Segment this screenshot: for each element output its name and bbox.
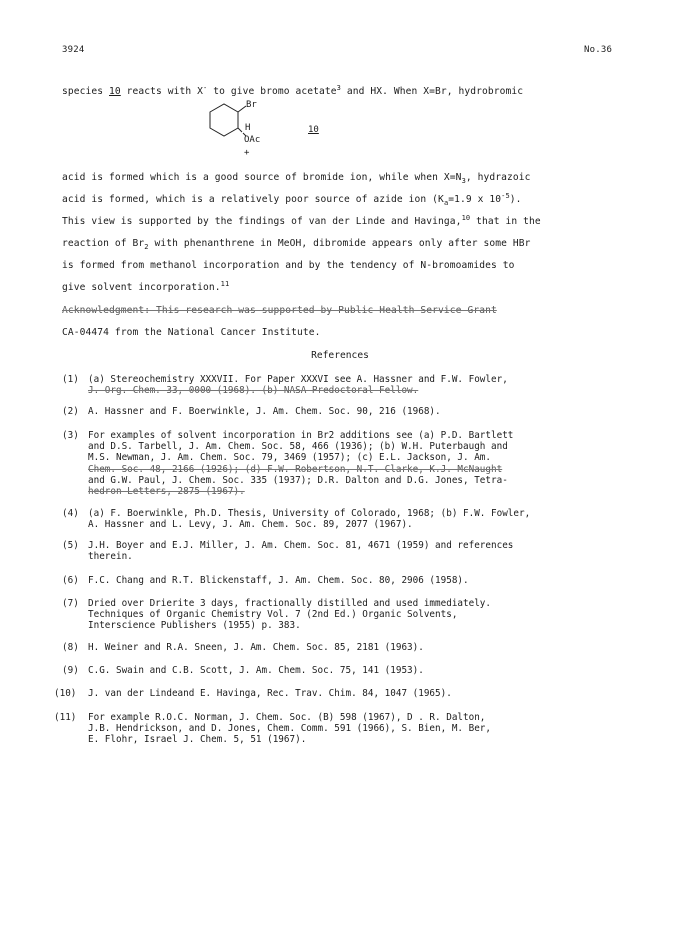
structure-number: 10 [308, 125, 319, 135]
paragraph-line: is formed from methanol incorporation and by the tendency of N-bromoamides to [62, 260, 515, 271]
cyclohexane-ring-drawing [196, 100, 326, 162]
paragraph-line: acid is formed, which is a relatively poor source of azide ion ($K_a=1.9$ x $10^{-5}$). [62, 191, 522, 207]
page-number: 3924 [62, 45, 85, 55]
paragraph-line: give solvent incorporation.$^{11}$ [62, 279, 230, 293]
bromine-label: Br [246, 100, 257, 110]
intro-line: species 10 reacts with X- to give bromo acetate$^3$ and HX. When X=Br, hydrobromic [62, 83, 524, 97]
oac-label: OAc [244, 135, 261, 145]
hydrogen-label: H [245, 123, 251, 133]
charge-label: + [244, 148, 250, 158]
issue-number: No.36 [584, 45, 613, 55]
compound-ref-10: 10 [109, 86, 121, 97]
acknowledgment-line: CA-04474 from the National Cancer Institute. [62, 327, 321, 338]
paragraph-line: reaction of $Br_2$ with phenanthrene in MeOH, dibromide appears only after some HBr [62, 238, 531, 251]
references-heading: References [311, 350, 369, 361]
paragraph-line: This view is supported by the findings of van der Linde and Havinga,$^{10}$ that in the [62, 213, 541, 227]
paragraph-line: acid is formed which is a good source of bromide ion, while when $X=N_3$, hydrazoic [62, 172, 531, 185]
structure-10 [196, 100, 326, 162]
acknowledgment-line: Acknowledgment: This research was supported by Public Health Service Grant [62, 305, 497, 316]
journal-page: 3924 No.36 species 10 reacts with X- to give bromo acetate$^3$ and HX. When X=Br, hydrobromic Br H OAc + 10 acid is formed which is a good source of bromide ion, while when $X=N_3$, hydrazoic acid is formed, which is a relatively poor source of azide ion ($K_a=1.9$ x $10^{-5}$). This view is supported by the findings of van der Linde and Havinga,$^{10}$ that in the reaction of $Br_2$ with phenanthrene in MeOH, dibromide appears only after some HBr is formed from methanol incorporation and by the tendency of N-bromoamides to give solvent incorporation.$^{11}$ Acknowledgment: This research was supported by Public Health Service Grant CA-04474 from the National Cancer Institute. References (1) (a) Stereochemistry XXXVII. For Paper XXXVI see A. Hassner and F.W. Fowler, J. Org. Chem. 33, 0000 (1968). (b) NASA Predoctoral Fellow. (2) A. Hassner and F. Boerwinkle, J. Am. Chem. Soc. 90, 216 (1968). (3) For examples of solvent incorporation in Br2 additions see (a) P.D. Bartlett and D.S. Tarbell, J. Am. Chem. Soc. 58, 466 (1936); (b) W.H. Puterbaugh and M.S. Newman, J. Am. Chem. Soc. 79, 3469 (1957); (c) E.L. Jackson, J. Am. Chem. Soc. 48, 2166 (1926); (d) F.W. Robertson, N.T. Clarke, K.J. McNaught and G.W. Paul, J. Chem. Soc. 335 (1937); D.R. Dalton and D.G. Jones, Tetra- hedron Letters, 2875 (1967). (4) (a) F. Boerwinkle, Ph.D. Thesis, University of Colorado, 1968; (b) F.W. Fowler, A. Hassner and L. Levy, J. Am. Chem. Soc. 89, 2077 (1967). (5) J.H. Boyer and E.J. Miller, J. Am. Chem. Soc. 81, 4671 (1959) and references therein. (6) F.C. Chang and R.T. Blickenstaff, J. Am. Chem. Soc. 80, 2906 (1958). (7) Dried over Drierite 3 days, fractionally distilled and used immediately. Techniques of Organic Chemistry Vol. 7 (2nd Ed.) Organic Solvents, Interscience Publishers (1955) p. 383. (8) H. Weiner and R.A. Sneen, J. Am. Chem. Soc. 85, 2181 (1963). (9) C.G. Swain and C.B. Scott, J. Am. Chem. Soc. 75, 141 (1953). (10) J. van der Lindeand E. Havinga, Rec. Trav. Chim. 84, 1047 (1965). (11) For example R.O.C. Norman, J. Chem. Soc. (B) 598 (1967), D . R. Dalton, J.B. Hendrickson, and D. Jones, Chem. Comm. 591 (1966), S. Bien, M. Ber, E. Flohr, Israel J. Chem. 5, 51 (1967). [0, 0, 680, 933]
